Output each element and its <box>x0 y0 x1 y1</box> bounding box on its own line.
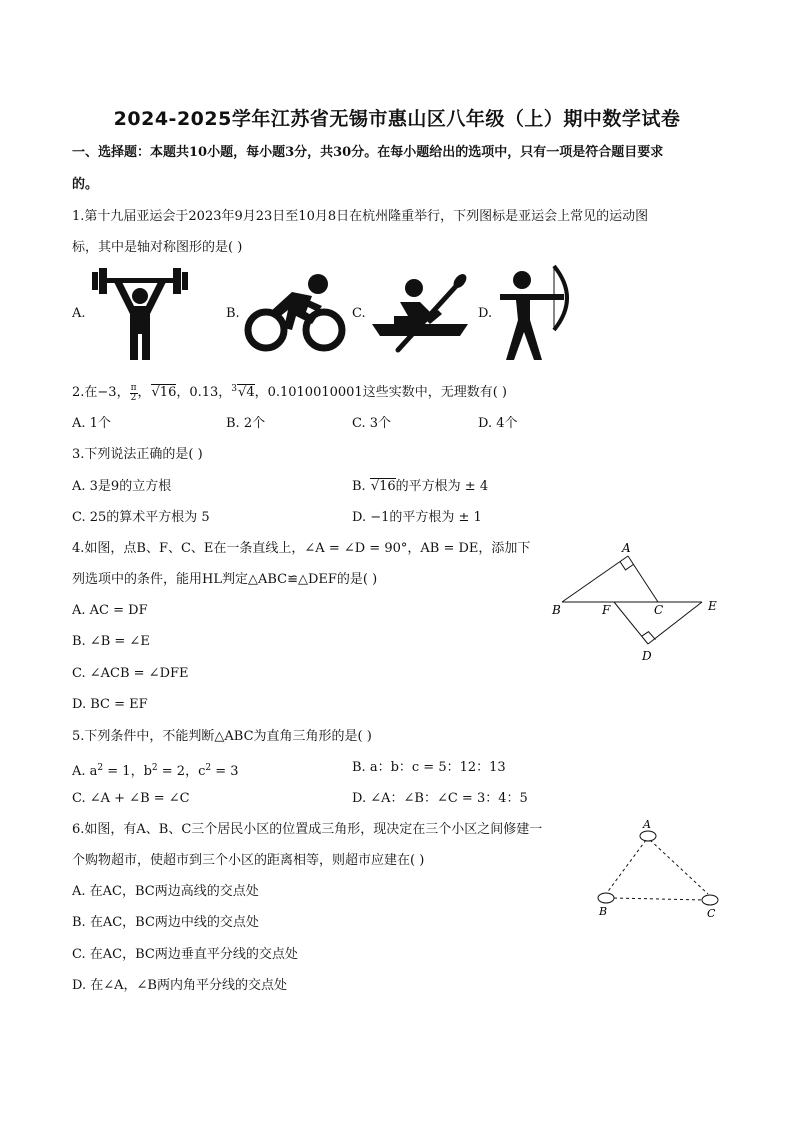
q3-option-b-prefix: B. <box>352 479 370 494</box>
q4-label-a: A <box>622 541 631 555</box>
q2-cbrt4: √4 <box>238 385 255 400</box>
q2-option-c: C. 3个 <box>352 416 392 431</box>
q2-option-a: A. 1个 <box>72 416 111 431</box>
q6-option-c: C. 在AC，BC两边垂直平分线的交点处 <box>72 947 298 962</box>
q2-separator: ， <box>137 385 151 400</box>
q6-label-a: A <box>643 818 651 831</box>
q2-option-d: D. 4个 <box>478 416 518 431</box>
q5-option-d: D. ∠A：∠B：∠C = 3：4：5 <box>352 791 528 806</box>
q6-option-b: B. 在AC，BC两边中线的交点处 <box>72 915 259 930</box>
q4-line-ba <box>562 556 628 602</box>
q6-label-b: B <box>599 905 608 918</box>
q2-stem-prefix: 2.在−3， <box>72 385 130 400</box>
rowing-icon <box>370 274 470 354</box>
q4-option-d: D. BC = EF <box>72 697 148 712</box>
q6-node-c <box>702 895 718 905</box>
q1-stem-line1: 1.第十九届亚运会于2023年9月23日至10月8日在杭州隆重举行，下列图标是亚运会上常见的运动图 <box>72 209 649 224</box>
q5-a-text3: = 2，c <box>157 764 206 779</box>
q1-option-d-label: D. <box>478 306 493 321</box>
q2-stem <box>72 380 507 403</box>
q3-option-d: D. −1的平方根为 ± 1 <box>352 510 482 525</box>
q1-option-a-label: A. <box>72 306 86 321</box>
q2-fraction-denominator: 2 <box>130 393 137 403</box>
q5-a-text2: = 1，b <box>103 764 152 779</box>
q4-triangle-figure <box>548 540 728 666</box>
q6-line-ab <box>606 840 646 894</box>
q3-option-b-sqrt: √16 <box>370 479 396 494</box>
q2-mid-text: ，0.13， <box>176 385 232 400</box>
q6-stem-line2: 个购物超市，使超市到三个小区的距离相等，则超市应建在( ) <box>72 853 425 868</box>
q1-stem-line2: 标，其中是轴对称图形的是( ) <box>72 240 243 255</box>
q4-line-ac <box>628 556 658 602</box>
q6-node-b <box>598 893 614 903</box>
q3-option-a: A. 3是9的立方根 <box>72 479 172 494</box>
page-title: 2024-2025学年江苏省无锡市惠山区八年级（上）期中数学试卷 <box>113 108 681 130</box>
q5-option-a <box>72 759 239 781</box>
q6-triangle-figure <box>592 818 728 924</box>
q2-option-b: B. 2个 <box>226 416 266 431</box>
q1-option-b-label: B. <box>226 306 240 321</box>
q4-right-angle-a <box>620 562 634 570</box>
q5-a-text4: = 3 <box>211 764 239 779</box>
archery-icon <box>496 264 572 362</box>
q4-label-f: F <box>602 603 611 617</box>
q5-option-b: B. a：b：c = 5：12：13 <box>352 760 506 775</box>
q4-label-e: E <box>708 599 717 613</box>
q2-sqrt16: √16 <box>151 385 177 400</box>
q4-option-a: A. AC = DF <box>72 603 148 618</box>
q6-option-d: D. 在∠A，∠B两内角平分线的交点处 <box>72 978 287 993</box>
q4-line-fd <box>614 602 648 644</box>
q3-option-b <box>352 478 488 496</box>
q4-option-b: B. ∠B = ∠E <box>72 634 150 649</box>
q6-stem-line1: 6.如图，有A、B、C三个居民小区的位置成三角形，现决定在三个小区之间修建一 <box>72 822 543 837</box>
q6-option-a: A. 在AC，BC两边高线的交点处 <box>72 884 259 899</box>
q6-line-bc <box>614 898 704 900</box>
q4-option-c: C. ∠ACB = ∠DFE <box>72 666 189 681</box>
q2-stem-suffix: ，0.1010010001这些实数中，无理数有( ) <box>254 385 507 400</box>
q4-stem-line1: 4.如图，点B、F、C、E在一条直线上，∠A = ∠D = 90°，AB = DE，添加下 <box>72 541 531 556</box>
q3-stem: 3.下列说法正确的是( ) <box>72 447 203 462</box>
q4-stem-line2: 列选项中的条件，能用HL判定△ABC≌△DEF的是( ) <box>72 572 378 587</box>
q5-a-text1: A. a <box>72 764 98 779</box>
weightlifting-icon <box>92 266 188 362</box>
section-header-line1: 一、选择题：本题共10小题，每小题3分，共30分。在每小题给出的选项中，只有一项是符合题目要求 <box>72 145 664 160</box>
q6-line-ac <box>650 840 708 894</box>
q5-stem: 5.下列条件中，不能判断△ABC为直角三角形的是( ) <box>72 729 372 744</box>
q5-a-exp3: 2 <box>205 763 212 773</box>
q6-node-a <box>640 831 656 841</box>
section-header-line2: 的。 <box>72 177 99 192</box>
q5-a-exp1: 2 <box>97 763 104 773</box>
q5-a-exp2: 2 <box>151 763 158 773</box>
q5-option-c: C. ∠A + ∠B = ∠C <box>72 791 190 806</box>
q4-label-c: C <box>654 603 664 617</box>
q4-label-b: B <box>552 603 561 617</box>
q3-option-b-suffix: 的平方根为 ± 4 <box>395 479 489 494</box>
q3-option-c: C. 25的算术平方根为 5 <box>72 510 210 525</box>
cycling-icon <box>244 272 348 354</box>
q4-label-d: D <box>642 649 652 663</box>
q1-option-c-label: C. <box>352 306 366 321</box>
q6-label-c: C <box>707 907 716 920</box>
q2-cbrt-index: 3 <box>231 384 238 394</box>
q2-fraction-numerator: π <box>130 383 137 393</box>
q2-fraction <box>130 384 138 403</box>
